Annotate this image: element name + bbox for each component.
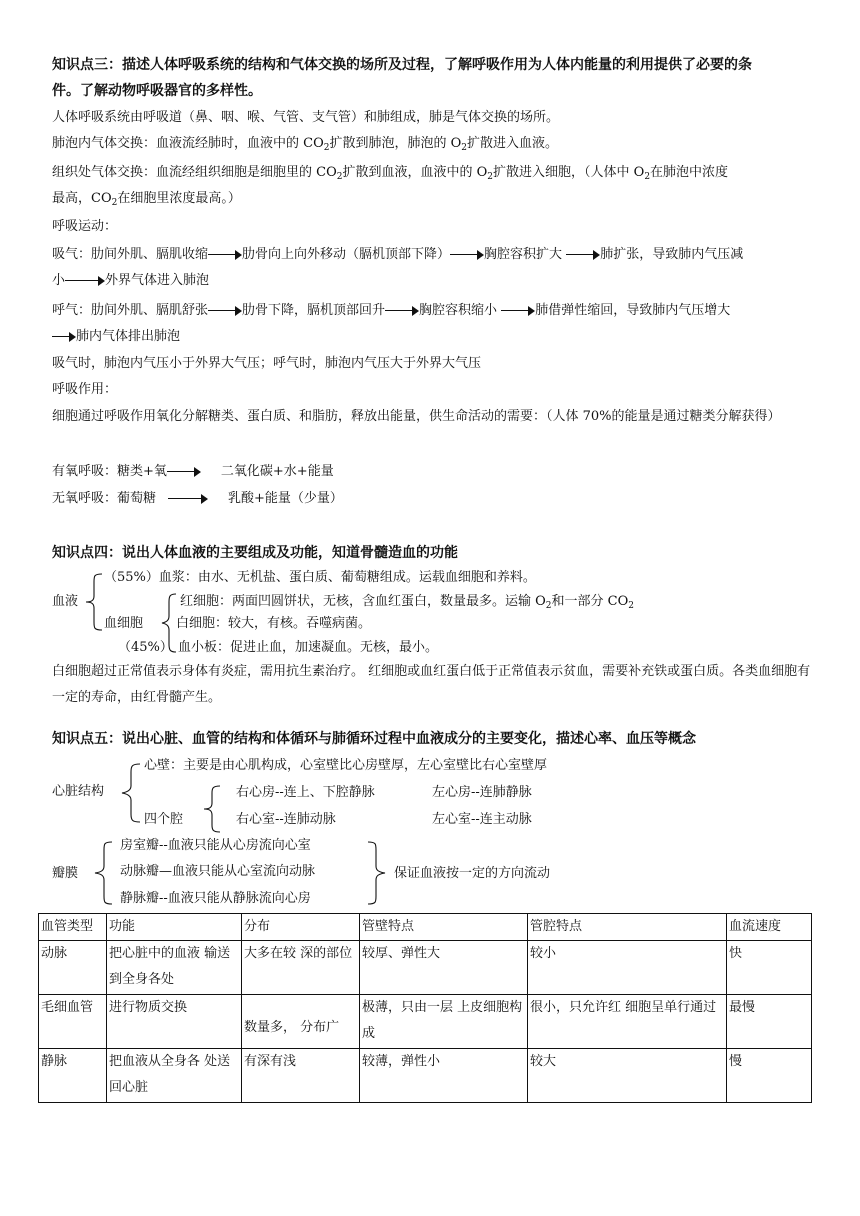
table-cell: 数量多， 分布广 [242, 995, 360, 1049]
table-cell: 较小 [528, 941, 727, 995]
table-header: 分布 [242, 914, 360, 941]
kp5-right-ventricle: 右心室--连肺动脉 [236, 812, 336, 827]
kp3-respiratory-system: 人体呼吸系统由呼吸道（鼻、咽、喉、气管、支气管）和肺组成，肺是气体交换的场所。 [52, 110, 560, 125]
table-row [39, 1049, 812, 1103]
kp4-rbc: 红细胞：两面凹圆饼状，无核，含血红蛋白，数量最多。运输 $O_2$和一部分 $CO_2$ [180, 594, 635, 611]
table-header: 血流速度 [727, 914, 812, 941]
arrow-icon [501, 306, 535, 316]
table-cell: 静脉 [39, 1049, 107, 1103]
kp3-resp-motion-label: 呼吸运动： [52, 219, 118, 234]
kp3-resp-action-desc: 细胞通过呼吸作用氧化分解糖类、蛋白质、和脂肪，释放出能量，供生命活动的需要：（人体 70%的能量是通过糖类分解获得） [52, 409, 781, 424]
table-cell: 大多在较 深的部位 [242, 941, 360, 995]
table-header: 功能 [107, 914, 242, 941]
cells-brace [158, 592, 178, 654]
table-row [39, 995, 812, 1049]
kp4-blood-label: 血液 [52, 594, 79, 609]
kp3-pressure: 吸气时，肺泡内气压小于外界大气压；呼气时，肺泡内气压大于外界大气压 [52, 356, 482, 371]
kp4-title: 知识点四：说出人体血液的主要组成及功能，知道骨髓造血的功能 [52, 545, 458, 561]
kp4-platelet: 血小板：促进止血，加速凝血。无核，最小。 [178, 640, 439, 655]
kp3-title-line1: 知识点三：描述人体呼吸系统的结构和气体交换的场所及过程，了解呼吸作用为人体内能量的利用提供了必要的条 [52, 57, 752, 73]
kp5-chambers-label: 四个腔 [144, 812, 184, 827]
arrow-icon [566, 250, 600, 260]
kp3-exhale-line2: 肺内气体排出肺泡 [52, 324, 812, 350]
kp3-inhale-line2: 小 外界气体进入肺泡 [52, 273, 210, 288]
blood-brace [80, 572, 104, 632]
kp3-inhale-line1: 吸气：肋间外肌、膈肌收缩 肋骨向上向外移动（膈机顶部下降） 胸腔容积扩大 肺扩张，导致肺内气压减 [52, 247, 744, 262]
kp5-wall: 心壁：主要是由心肌构成，心室壁比心房壁厚，左心室壁比右心室壁厚 [144, 758, 548, 773]
table-row [39, 941, 812, 995]
table-header: 管壁特点 [360, 914, 528, 941]
kp4-cells-pct: （45%） [118, 640, 173, 655]
table-cell: 毛细血管 [39, 995, 107, 1049]
table-cell: 进行物质交换 [107, 995, 242, 1049]
kp5-left-atrium: 左心房--连肺静脉 [432, 785, 532, 800]
arrow-icon [208, 306, 242, 316]
table-header: 管腔特点 [528, 914, 727, 941]
table-cell: 有深有浅 [242, 1049, 360, 1103]
kp5-valve-av: 房室瓣--血液只能从心房流向心室 [120, 838, 311, 853]
table-cell: 很小，只允许红 细胞呈单行通过 [528, 995, 727, 1049]
table-cell: 慢 [727, 1049, 812, 1103]
kp3-tissue-exchange-line2: 最高，$CO_2$在细胞里浓度最高。） [52, 191, 241, 208]
arrow-icon [167, 467, 201, 477]
kp4-note: 白细胞超过正常值表示身体有炎症，需用抗生素治疗。 红细胞或血红蛋白低于正常值表示贫血，需要补充铁或蛋白质。各类血细胞有一定的寿命，由红骨髓产生。 [52, 664, 811, 705]
table-cell: 快 [727, 941, 812, 995]
arrow-icon [385, 306, 419, 316]
kp5-right-atrium: 右心房--连上、下腔静脉 [236, 785, 375, 800]
table-cell: 把血液从全身各 处送回心脏 [107, 1049, 242, 1103]
table-header-row [39, 914, 812, 941]
arrow-icon [208, 250, 242, 260]
kp5-title: 知识点五：说出心脏、血管的结构和体循环与肺循环过程中血液成分的主要变化，描述心率、血压等概念 [52, 731, 696, 747]
kp5-left-ventricle: 左心室--连主动脉 [432, 812, 532, 827]
kp5-valve-venous: 静脉瓣--血液只能从静脉流向心房 [120, 891, 311, 906]
kp3-anaerobic: 无氧呼吸：葡萄糖 乳酸+能量（少量） [52, 491, 343, 506]
kp5-valve-arterial: 动脉瓣—血液只能从心室流向动脉 [120, 864, 316, 879]
table-cell: 把心脏中的血液 输送到全身各处 [107, 941, 242, 995]
table-cell: 极薄，只由一层 上皮细胞构成 [360, 995, 528, 1049]
kp3-aerobic: 有氧呼吸：糖类+氧 二氧化碳+水+能量 [52, 464, 334, 479]
table-cell: 最慢 [727, 995, 812, 1049]
valve-brace-left [90, 840, 114, 906]
arrow-icon [168, 494, 208, 504]
arrow-icon [52, 332, 76, 342]
kp5-valve-effect: 保证血液按一定的方向流动 [394, 866, 551, 881]
kp3-tissue-exchange-line1: 组织处气体交换：血流经组织细胞是细胞里的 $CO_2$扩散到血液，血液中的 $O_2$扩散进入细胞，（人体中 $O_2$在肺泡中浓度 [52, 165, 729, 182]
kp3-exhale-line1: 呼气：肋间外肌、膈肌舒张 肋骨下降，膈机顶部回升 胸腔容积缩小 肺借弹性缩回，导致肺内气压增大 [52, 303, 731, 318]
table-header: 血管类型 [39, 914, 107, 941]
arrow-icon [450, 250, 484, 260]
table-cell: 较大 [528, 1049, 727, 1103]
kp5-heart-label: 心脏结构 [52, 784, 105, 799]
arrow-icon [65, 276, 105, 286]
kp4-cells-label: 血细胞 [104, 616, 144, 631]
vessel-table [38, 913, 812, 1103]
heart-brace [116, 762, 142, 824]
kp3-title-line2: 件。了解动物呼吸器官的多样性。 [52, 83, 262, 99]
kp4-wbc: 白细胞：较大，有核。吞噬病菌。 [176, 616, 372, 631]
table-cell: 较厚、弹性大 [360, 941, 528, 995]
kp3-alveolar-exchange: 肺泡内气体交换：血液流经肺时，血液中的 $CO_2$扩散到肺泡，肺泡的 $O_2$扩散进入血液。 [52, 136, 559, 153]
valve-brace-right [366, 840, 390, 906]
kp3-resp-action-label: 呼吸作用： [52, 382, 118, 397]
table-cell: 动脉 [39, 941, 107, 995]
kp5-valve-label: 瓣膜 [52, 866, 79, 881]
chambers-brace [200, 784, 222, 834]
table-cell: 较薄，弹性小 [360, 1049, 528, 1103]
kp4-plasma: （55%）血浆：由水、无机盐、蛋白质、葡萄糖组成。运载血细胞和养料。 [104, 570, 536, 585]
